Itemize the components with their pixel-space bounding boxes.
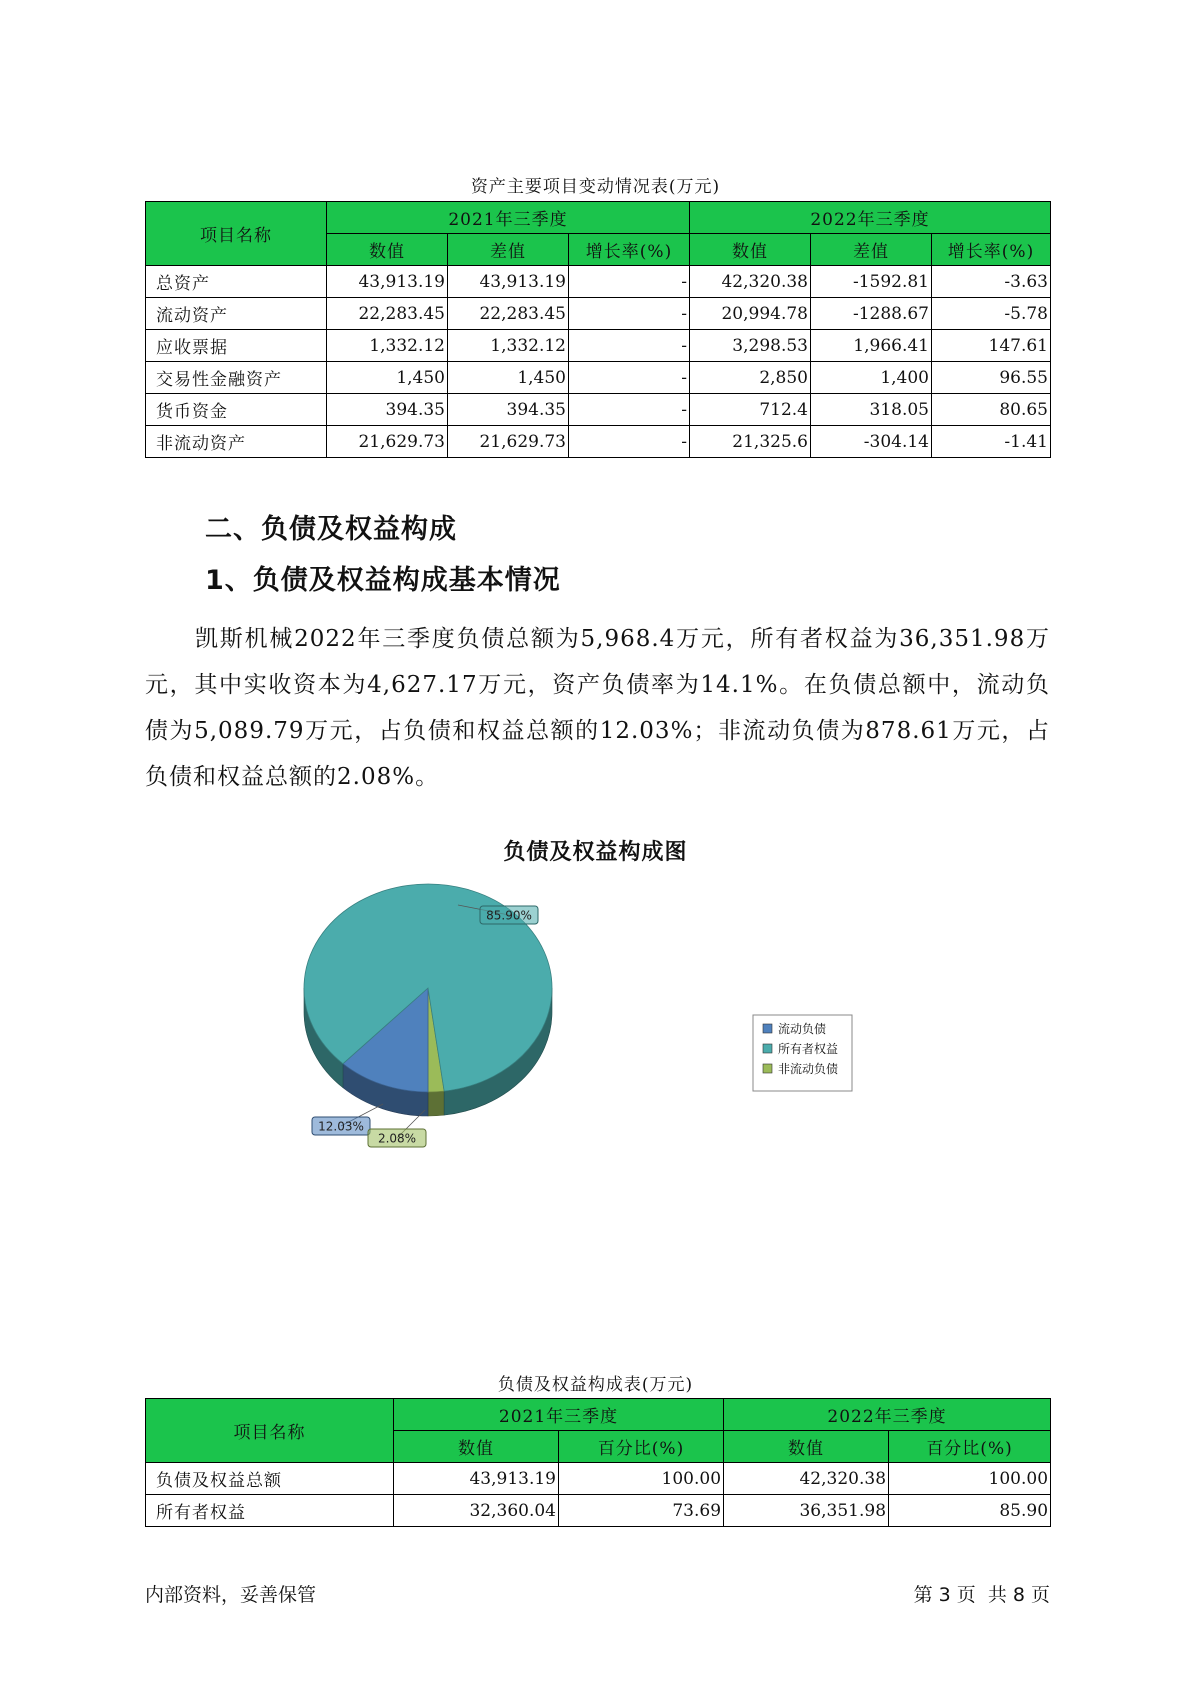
body-paragraph: 凯斯机械2022年三季度负债总额为5,968.4万元，所有者权益为36,351.98万元，其中实收资本为4,627.17万元，资产负债率为14.1%。在负债总额中，流动负债为5,089.79万元，占负债和权益总额的12.03%；非流动负债为878.61万元，占负债和权益总额的2.08%。 [145,626,1050,790]
legend-swatch [763,1024,772,1033]
table-cell: 80.65 [932,394,1051,426]
table-cell: 43,913.19 [448,266,569,298]
row-label: 应收票据 [146,330,327,362]
table-cell: 21,325.6 [690,426,811,458]
table-row [146,1495,1051,1527]
legend-entry: 非流动负债 [778,1062,839,1076]
table-cell: 394.35 [448,394,569,426]
table-cell: 73.69 [559,1495,724,1527]
asset-table-caption: 资产主要项目变动情况表(万元) [470,177,721,197]
table-cell: 147.61 [932,330,1051,362]
table-cell: - [569,298,690,330]
col-header-item: 项目名称 [146,202,327,266]
equity-table-caption: 负债及权益构成表(万元) [497,1375,694,1395]
table-cell: 32,360.04 [394,1495,559,1527]
sub-header-growth: 增长率(%) [569,234,690,266]
footer-confidential: 内部资料，妥善保管 [145,1584,317,1606]
row-label: 非流动资产 [146,426,327,458]
table-cell: 96.55 [932,362,1051,394]
table-cell: 42,320.38 [690,266,811,298]
table-cell: 1,400 [811,362,932,394]
sub-header-diff: 差值 [448,234,569,266]
table-cell: -304.14 [811,426,932,458]
pie-chart [0,870,1191,1180]
col-header-2021: 2021年三季度 [394,1399,724,1431]
row-label: 流动资产 [146,298,327,330]
col-header-item: 项目名称 [146,1399,394,1463]
table-row [146,266,1051,298]
table-cell: 394.35 [327,394,448,426]
table-cell: 36,351.98 [724,1495,889,1527]
table-row [146,426,1051,458]
table-cell: 20,994.78 [690,298,811,330]
table-cell: -1288.67 [811,298,932,330]
table-row [146,362,1051,394]
table-row [146,1463,1051,1495]
sub-header-diff: 差值 [811,234,932,266]
table-cell: 100.00 [559,1463,724,1495]
table-cell: 22,283.45 [448,298,569,330]
col-header-2022: 2022年三季度 [690,202,1051,234]
table-cell: 42,320.38 [724,1463,889,1495]
sub-header-pct: 百分比(%) [889,1431,1051,1463]
sub-heading: 1、负债及权益构成基本情况 [205,565,561,596]
table-cell: 318.05 [811,394,932,426]
table-cell: 1,450 [327,362,448,394]
table-row [146,330,1051,362]
sub-header-value: 数值 [327,234,448,266]
table-cell: 1,332.12 [327,330,448,362]
table-cell: 100.00 [889,1463,1051,1495]
sub-header-value: 数值 [724,1431,889,1463]
table-cell: -1.41 [932,426,1051,458]
sub-header-value: 数值 [690,234,811,266]
row-label: 负债及权益总额 [146,1463,394,1495]
footer-page-number: 第 3 页 共 8 页 [913,1584,1050,1606]
legend-entry: 所有者权益 [778,1042,839,1056]
table-cell: 1,332.12 [448,330,569,362]
row-label: 所有者权益 [146,1495,394,1527]
table-cell: - [569,362,690,394]
table-cell: -5.78 [932,298,1051,330]
col-header-2022: 2022年三季度 [724,1399,1051,1431]
chart-title: 负债及权益构成图 [503,840,688,865]
table-cell: 3,298.53 [690,330,811,362]
table-cell: 85.90 [889,1495,1051,1527]
data-label: 85.90% [486,908,532,923]
sub-header-growth: 增长率(%) [932,234,1051,266]
legend-swatch [763,1064,772,1073]
sub-header-pct: 百分比(%) [559,1431,724,1463]
col-header-2021: 2021年三季度 [327,202,690,234]
data-label: 2.08% [377,1131,417,1146]
legend-entry: 流动负债 [778,1022,827,1036]
table-row [146,298,1051,330]
table-cell: -1592.81 [811,266,932,298]
legend-swatch [763,1044,772,1053]
row-label: 交易性金融资产 [146,362,327,394]
table-cell: - [569,266,690,298]
table-cell: 43,913.19 [394,1463,559,1495]
row-label: 货币资金 [146,394,327,426]
table-cell: - [569,394,690,426]
table-cell: 1,450 [448,362,569,394]
data-label: 12.03% [318,1119,364,1134]
table-cell: 712.4 [690,394,811,426]
table-cell: 43,913.19 [327,266,448,298]
table-row [146,394,1051,426]
row-label: 总资产 [146,266,327,298]
table-cell: 1,966.41 [811,330,932,362]
section-heading: 二、负债及权益构成 [205,514,457,545]
table-cell: 22,283.45 [327,298,448,330]
table-cell: 21,629.73 [327,426,448,458]
table-cell: -3.63 [932,266,1051,298]
table-cell: - [569,426,690,458]
table-cell: - [569,330,690,362]
pie-slice-side [428,1091,444,1116]
sub-header-value: 数值 [394,1431,559,1463]
chart-legend [753,1015,852,1091]
table-cell: 2,850 [690,362,811,394]
table-cell: 21,629.73 [448,426,569,458]
equity-table [145,1398,1051,1527]
asset-table [145,201,1051,458]
